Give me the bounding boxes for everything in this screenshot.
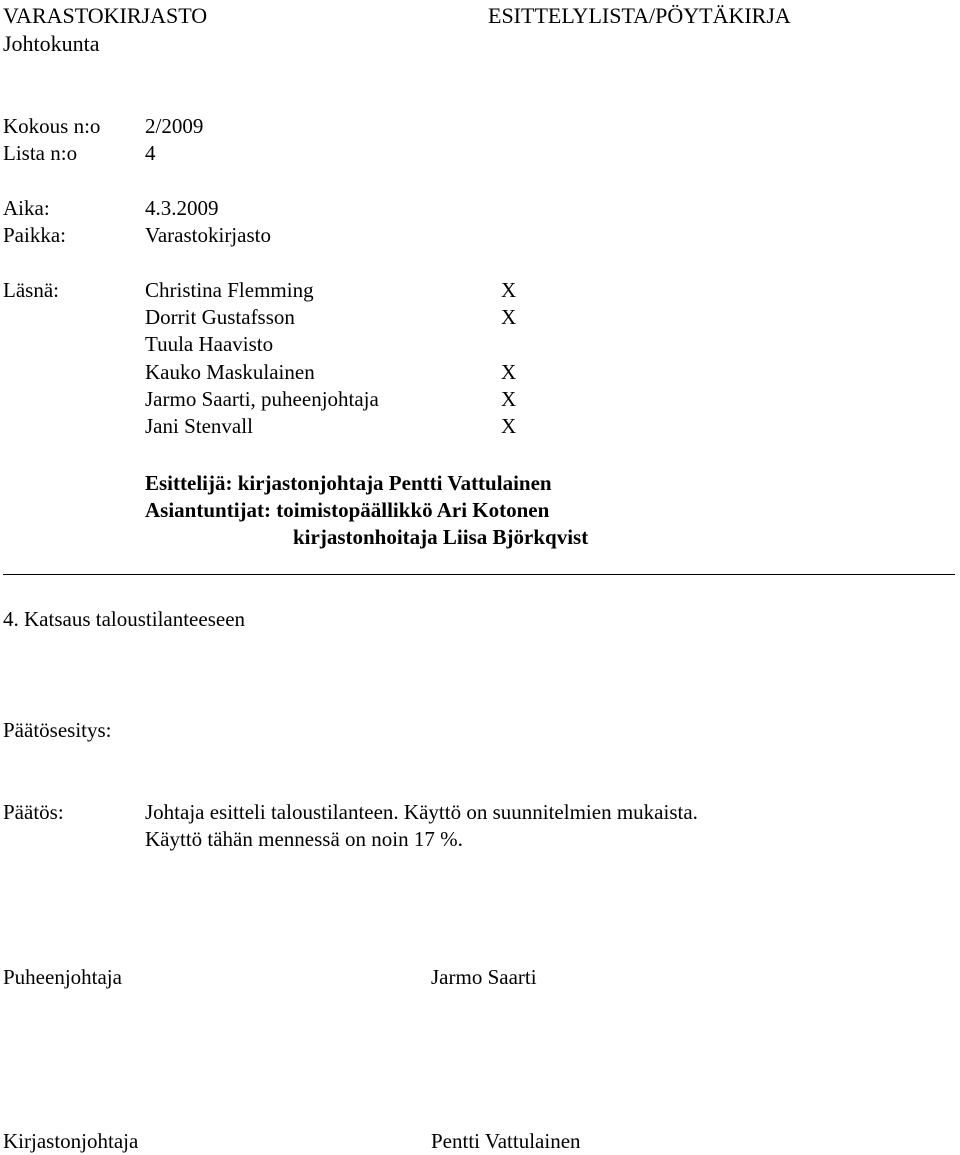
attendee-name: Dorrit Gustafsson [145, 305, 295, 329]
attendee-row [0, 304, 960, 331]
experts-line: Asiantuntijat: toimistopäällikkö Ari Kotonen [145, 498, 550, 522]
document-type: ESITTELYLISTA/PÖYTÄKIRJA [488, 3, 791, 28]
attendee-name: Kauko Maskulainen [145, 360, 315, 384]
signature-name: Pentti Vattulainen [431, 1129, 581, 1153]
attendee-name: Jani Stenvall [145, 414, 253, 438]
presence-mark: X [501, 305, 517, 329]
meeting-number-label: Kokous n:o [3, 114, 101, 138]
attendee-row [0, 331, 960, 358]
signature-role: Kirjastonjohtaja [3, 1129, 139, 1153]
section-divider [3, 574, 955, 575]
attendee-name: Christina Flemming [145, 278, 314, 302]
presenter-line: Esittelijä: kirjastonjohtaja Pentti Vattulainen [145, 471, 552, 495]
time-value: 4.3.2009 [145, 196, 219, 220]
decision-text-line: Käyttö tähän mennessä on noin 17 %. [145, 827, 463, 851]
presence-mark: X [501, 278, 517, 302]
attendee-row [0, 413, 960, 440]
place-value: Varastokirjasto [145, 223, 271, 247]
proposal-label: Päätösesitys: [3, 718, 112, 742]
signature-name: Jarmo Saarti [431, 965, 537, 989]
attendee-row [0, 359, 960, 386]
meeting-number-value: 2/2009 [145, 114, 204, 138]
presence-mark: X [501, 414, 517, 438]
place-label: Paikka: [3, 223, 66, 247]
attendee-name: Jarmo Saarti, puheenjohtaja [145, 387, 379, 411]
decision-text-line: Johtaja esitteli taloustilanteen. Käyttö on suunnitelmien mukaista. [145, 800, 698, 824]
list-number-label: Lista n:o [3, 141, 78, 165]
attendee-row [0, 386, 960, 413]
list-number-value: 4 [145, 141, 156, 165]
attendee-row [0, 277, 960, 304]
presence-mark: X [501, 360, 517, 384]
attendance-label: Läsnä: [3, 278, 59, 302]
experts-line-continued: kirjastonhoitaja Liisa Björkqvist [293, 525, 589, 549]
signature-role: Puheenjohtaja [3, 965, 122, 989]
decision-label: Päätös: [3, 800, 64, 824]
presence-mark: X [501, 387, 517, 411]
governing-body: Johtokunta [3, 31, 100, 56]
attendee-name: Tuula Haavisto [145, 332, 274, 356]
agenda-item-title: 4. Katsaus taloustilanteeseen [3, 607, 246, 631]
time-label: Aika: [3, 196, 50, 220]
organization-name: VARASTOKIRJASTO [3, 3, 208, 28]
